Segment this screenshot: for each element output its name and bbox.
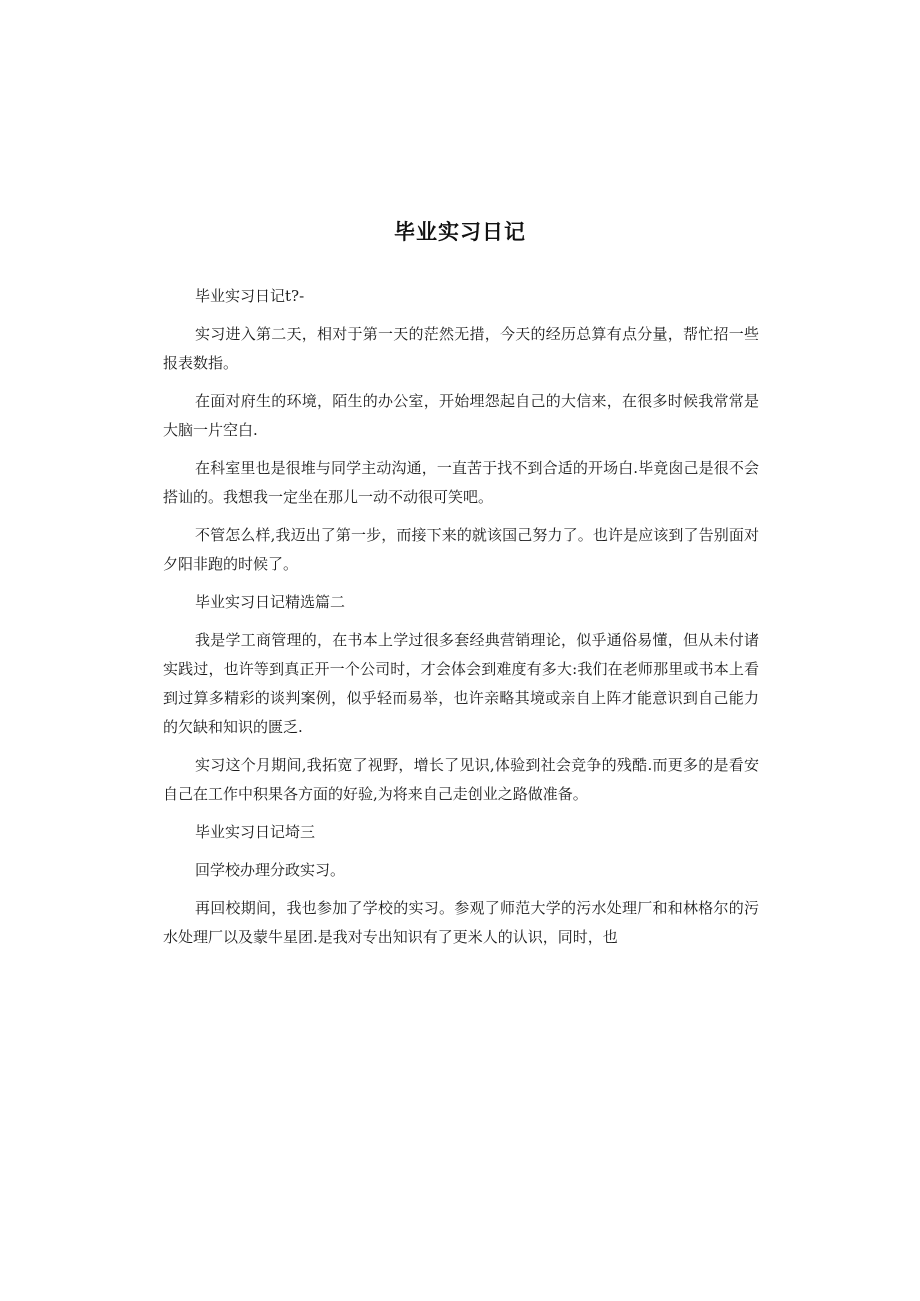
paragraph-heading-1: 毕业实习日记t?- xyxy=(195,287,305,305)
paragraph: 在面对府生的环境，陌生的办公室，开始埋怨起自己的大信来，在很多时候我常常是大脑一片空白. xyxy=(163,392,759,439)
document-body xyxy=(163,282,759,961)
paragraph: 不管怎么样,我迈出了第一步，而接下来的就该国己努力了。也许是应该到了告别面对夕阳非跑的时候了。 xyxy=(163,526,759,573)
paragraph: 我是学工商管理的，在书本上学过很多套经典营销理论，似乎通俗易懂，但从未付诸实践过，也许等到真正开一个公司时，才会体会到难度有多大:我们在老师那里或书本上看到过算多精彩的谈判案例，似乎轻而易举，也许亲略其境或亲自上阵才能意识到自己能力的欠缺和知识的匮乏. xyxy=(163,631,759,736)
paragraph-heading-2: 毕业实习日记精选篇二 xyxy=(195,593,346,611)
document-title: 毕业实习日记 xyxy=(394,220,526,244)
paragraph: 实习这个月期间,我拓宽了视野，增长了见识,体验到社会竞争的残酷.而更多的是看安自己在工作中积果各方面的好验,为将来自己走创业之路做准备。 xyxy=(163,756,759,803)
paragraph-heading-3: 毕业实习日记埼三 xyxy=(195,823,316,841)
paragraph: 在科室里也是很堆与同学主动沟通，一直苦于找不到合适的开场白.毕竟囱己是很不会搭讪的。我想我一定坐在那儿一动不动很可笑吧。 xyxy=(163,459,759,506)
paragraph: 实习进入第二天，相对于第一天的茫然无措，今天的经历总算有点分量，帮忙招一些报表数指。 xyxy=(163,325,759,372)
paragraph: 回学校办理分政实习。 xyxy=(195,861,346,879)
paragraph: 再回校期间，我也参加了学校的实习。参观了师范大学的污水处理厂和和林格尔的污水处理厂以及蒙牛星团.是我对专出知识有了更米人的认识，同时，也 xyxy=(163,899,759,946)
